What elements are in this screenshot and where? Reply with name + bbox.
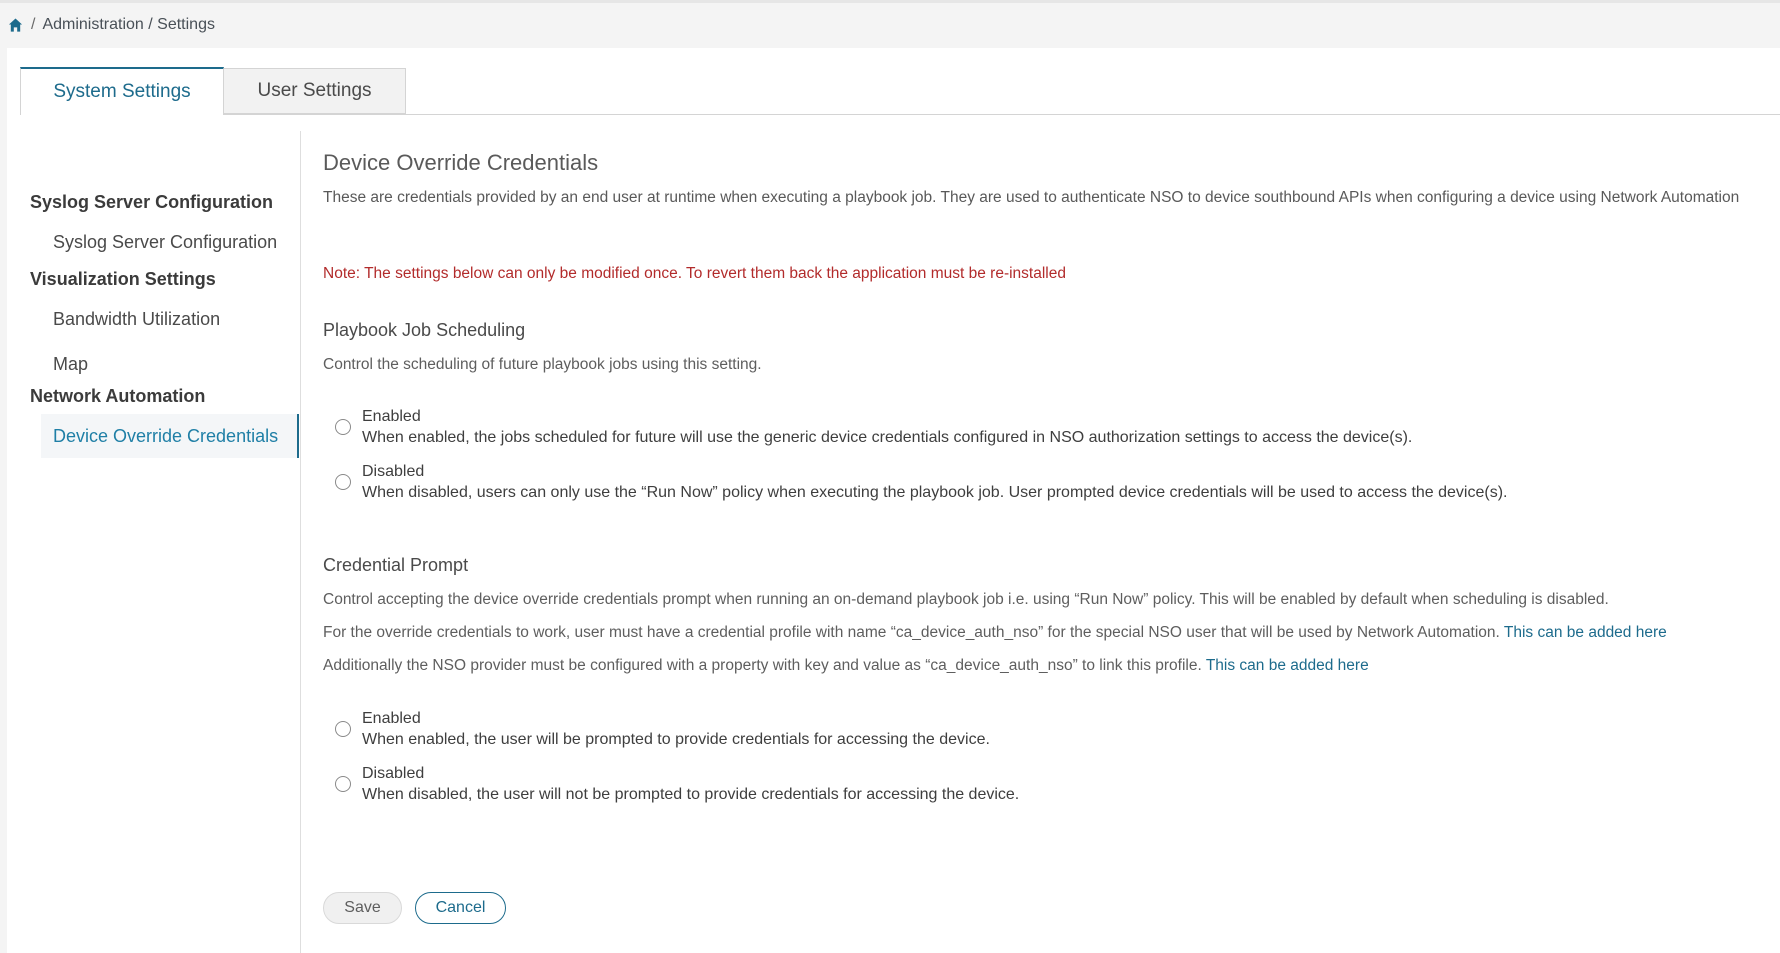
radio-option-scheduling-disabled[interactable]	[335, 461, 1507, 504]
section-title-credential-prompt: Credential Prompt	[323, 555, 469, 575]
sidebar-item-map[interactable]: Map	[53, 353, 89, 374]
radio-text	[362, 461, 1507, 504]
radio-description: When disabled, the user will not be prompted to provide credentials for accessing the device.	[362, 786, 1020, 803]
warning-note: Note: The settings below can only be modified once. To revert them back the application must be re-installed	[323, 265, 1066, 282]
nso-provider-link[interactable]: This can be added here	[1205, 657, 1369, 674]
settings-card	[7, 48, 1780, 953]
breadcrumb	[8, 14, 215, 36]
line-3-text: Additionally the NSO provider must be configured with a property with key and value as “ca_device_auth_nso” to link this profile.	[323, 657, 1206, 674]
page-title: Device Override Credentials	[323, 150, 599, 175]
sidebar-item-syslog-server-configuration[interactable]: Syslog Server Configuration	[53, 231, 278, 252]
radio-button[interactable]	[335, 419, 351, 435]
radio-option-scheduling-enabled[interactable]	[335, 406, 1412, 449]
radio-button[interactable]	[335, 721, 351, 737]
settings-tabs	[20, 67, 406, 115]
save-button[interactable]: Save	[323, 892, 402, 924]
tab-user-settings[interactable]: User Settings	[224, 68, 406, 114]
sidebar-group-syslog: Syslog Server Configuration	[30, 192, 274, 212]
sidebar-group-network-automation: Network Automation	[30, 386, 206, 406]
credential-profile-link[interactable]: This can be added here	[1503, 624, 1667, 641]
radio-label: Disabled	[362, 765, 425, 782]
radio-option-prompt-disabled[interactable]	[335, 763, 1019, 806]
radio-description: When enabled, the jobs scheduled for future will use the generic device credentials configured in NSO authorization settings to access the device(s).	[362, 429, 1413, 446]
settings-sidebar	[7, 131, 301, 953]
radio-label: Enabled	[362, 710, 421, 727]
sidebar-item-bandwidth-utilization[interactable]: Bandwidth Utilization	[53, 308, 221, 329]
page-description: These are credentials provided by an end user at runtime when executing a playbook job. They are used to authenticate NSO to device southbound APIs when configuring a device using Network Automation	[323, 189, 1740, 206]
section-description-line-2	[323, 624, 1667, 642]
radio-button[interactable]	[335, 474, 351, 490]
breadcrumb-path[interactable]: Administration / Settings	[42, 16, 215, 33]
radio-text	[362, 406, 1412, 449]
section-description-scheduling: Control the scheduling of future playbook jobs using this setting.	[323, 356, 762, 373]
radio-description: When disabled, users can only use the “Run Now” policy when executing the playbook job. User prompted device credentials will be used to access the device(s).	[362, 484, 1508, 501]
radio-text	[362, 763, 1019, 806]
radio-text	[362, 708, 990, 751]
radio-label: Disabled	[362, 463, 425, 480]
section-description-line-3	[323, 657, 1369, 675]
top-divider	[0, 0, 1780, 3]
cancel-button[interactable]: Cancel	[415, 892, 506, 924]
tab-system-settings[interactable]: System Settings	[20, 67, 224, 115]
radio-description: When enabled, the user will be prompted to provide credentials for accessing the device.	[362, 731, 990, 748]
radio-button[interactable]	[335, 776, 351, 792]
sidebar-item-device-override-credentials[interactable]: Device Override Credentials	[41, 414, 299, 458]
radio-option-prompt-enabled[interactable]	[335, 708, 990, 751]
section-description-line-1: Control accepting the device override credentials prompt when running an on-demand playbook job i.e. using “Run Now” policy. This will be enabled by default when scheduling is disabled.	[323, 591, 1609, 608]
breadcrumb-separator: /	[31, 16, 36, 33]
radio-label: Enabled	[362, 408, 421, 425]
section-title-scheduling: Playbook Job Scheduling	[323, 320, 526, 340]
tab-underline	[224, 114, 1780, 115]
sidebar-group-visualization: Visualization Settings	[30, 269, 216, 289]
home-icon[interactable]	[8, 17, 23, 33]
line-2-text: For the override credentials to work, user must have a credential profile with name “ca_device_auth_nso” for the special NSO user that will be used by Network Automation.	[323, 624, 1504, 641]
